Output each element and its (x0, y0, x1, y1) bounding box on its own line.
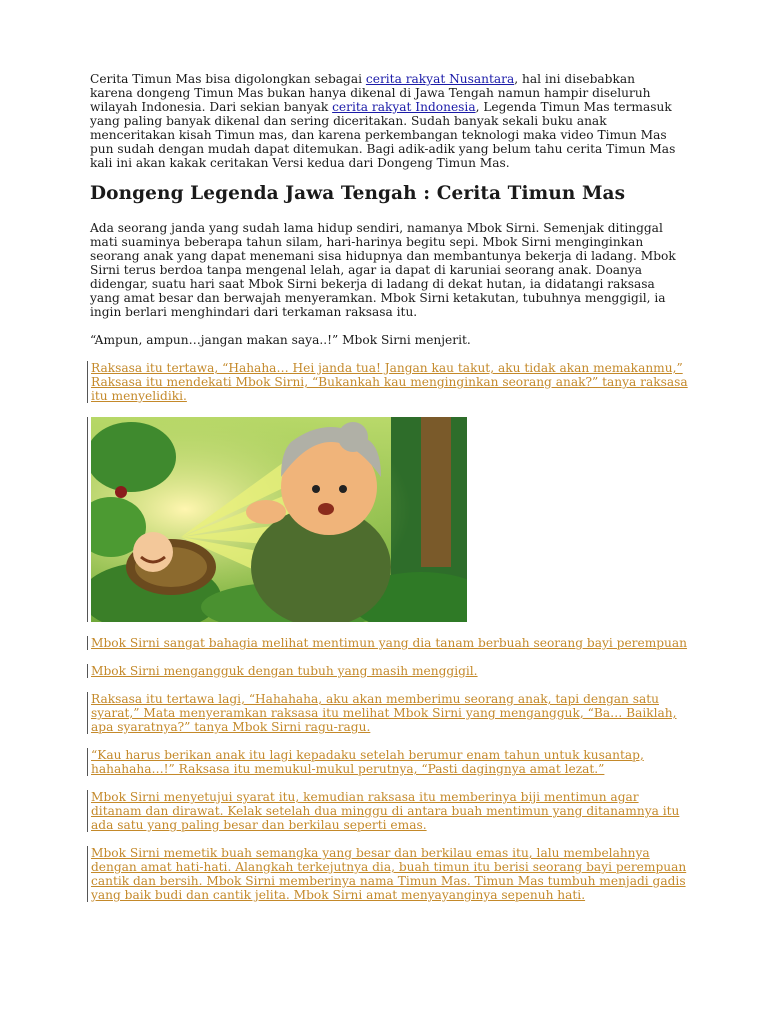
link-cerita-rakyat-indonesia[interactable]: cerita rakyat Indonesia (332, 100, 476, 114)
scream-paragraph: “Ampun, ampun…jangan makan saya..!” Mbok Sirni menjerit. (90, 333, 471, 347)
intro-paragraph (90, 72, 680, 170)
quote-block[interactable] (87, 636, 691, 650)
quote-text[interactable]: Mbok Sirni menyetujui syarat itu, kemudian raksasa itu memberinya biji mentimun agar ditanam dan dirawat. Kelak setelah dua minggu di antara buah mentimun yang ditanamnya itu ada satu yang paling besar dan berkilau seperti emas. (91, 790, 680, 832)
quote-block[interactable] (87, 790, 691, 832)
quote-block[interactable] (87, 748, 691, 776)
quote-text[interactable]: Mbok Sirni sangat bahagia melihat mentimun yang dia tanam berbuah seorang bayi perempuan (91, 636, 688, 650)
quote-block[interactable] (87, 692, 691, 734)
quote-text[interactable]: “Kau harus berikan anak itu lagi kepadaku setelah berumur enam tahun untuk kusantap, hahahaha…!” Raksasa itu memukul-mukul perutnya, “Pasti dagingnya amat lezat.” (91, 748, 644, 776)
story-illustration (87, 417, 471, 622)
quote-block[interactable] (87, 664, 691, 678)
quote-text[interactable]: Mbok Sirni mengangguk dengan tubuh yang masih menggigil. (91, 664, 478, 678)
quote-text[interactable]: Mbok Sirni memetik buah semangka yang besar dan berkilau emas itu, lalu membelahnya dengan amat hati-hati. Alangkah terkejutnya dia, buah timun itu berisi seorang bayi perempuan cantik dan bersih. Mbok Sirni memberinya nama Timun Mas. Timun Mas tumbuh menjadi gadis yang baik budi dan cantik jelita. Mbok Sirni amat menyayanginya sepenuh hati. (91, 846, 687, 902)
illustration-image (91, 417, 467, 622)
quote-block[interactable] (87, 361, 691, 403)
quote-block[interactable] (87, 846, 691, 902)
intro-text: Cerita Timun Mas bisa digolongkan sebagai (90, 72, 366, 86)
quote-text[interactable]: Raksasa itu tertawa lagi, “Hahahaha, aku akan memberimu seorang anak, tapi dengan satu syarat,” Mata menyeramkan raksasa itu melihat Mbok Sirni yang mengangguk, “Ba… Baiklah, apa syaratnya?” tanya Mbok Sirni ragu-ragu. (91, 692, 677, 734)
intro-text: , Legenda Timun Mas termasuk yang paling banyak dikenal dan sering diceritakan. Sudah banyak sekali buku anak menceritakan kisah Timun mas, dan karena perkembangan teknologi maka video Timun Mas pun sudah dengan mudah dapat ditemukan. Bagi adik-adik yang belum tahu cerita Timun Mas kali ini akan kakak ceritakan Versi kedua dari Dongeng Timun Mas. (90, 100, 676, 170)
link-cerita-rakyat-nusantara[interactable]: cerita rakyat Nusantara (365, 72, 515, 86)
quote-text[interactable]: Raksasa itu tertawa, “Hahaha… Hei janda tua! Jangan kau takut, aku tidak akan memakanmu,” Raksasa itu mendekati Mbok Sirni, “Bukankah kau menginginkan seorang anak?” tanya raksasa itu menyelidiki. (91, 361, 688, 403)
intro-text: , hal ini disebabkan karena dongeng Timun Mas bukan hanya dikenal di Jawa Tengah namun hampir diseluruh wilayah Indonesia. Dari sekian banyak (90, 72, 651, 114)
page-title: Dongeng Legenda Jawa Tengah : Cerita Timun Mas (90, 183, 626, 204)
story-paragraph: Ada seorang janda yang sudah lama hidup sendiri, namanya Mbok Sirni. Semenjak ditinggal mati suaminya beberapa tahun silam, hari-harinya begitu sepi. Mbok Sirni menginginkan seorang anak yang dapat menemani sisa hidupnya dan membantunya bekerja di ladang. Mbok Sirni terus berdoa tanpa mengenal lelah, agar ia dapat di karuniai seorang anak. Doanya didengar, suatu hari saat Mbok Sirni bekerja di ladang di dekat hutan, ia didatangi raksasa yang amat besar dan berwajah menyeramkan. Mbok Sirni ketakutan, tubuhnya menggigil, ia ingin berlari menghindari dari terkaman raksasa itu. (90, 221, 676, 319)
